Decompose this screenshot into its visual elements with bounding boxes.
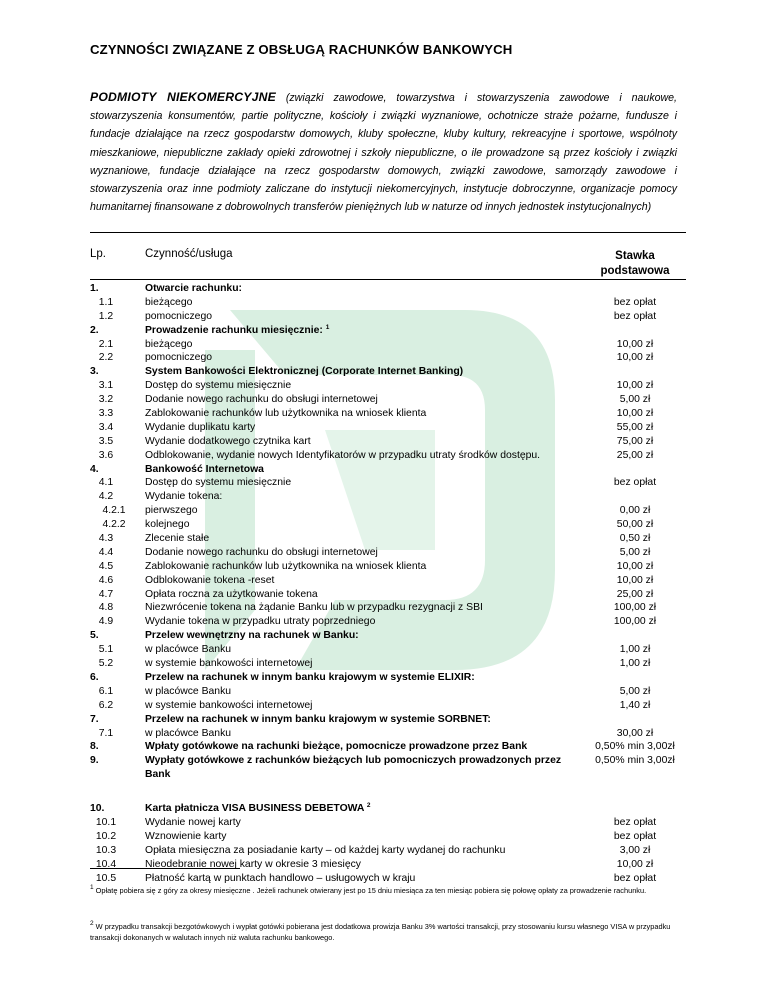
row-label-text: w placówce Banku xyxy=(145,727,232,739)
footnote-1-mark: 1 xyxy=(90,884,94,891)
footnote-ref: 2 xyxy=(366,802,371,810)
row-rate: 10,00 zł xyxy=(616,408,654,420)
table-row xyxy=(0,740,768,754)
table-row xyxy=(0,435,768,449)
row-label xyxy=(145,449,565,463)
row-number: 1.2 xyxy=(98,310,114,322)
row-label-text: Wznowienie karty xyxy=(145,830,227,842)
row-label-text: w placówce Banku xyxy=(145,644,232,656)
row-label xyxy=(145,435,565,449)
row-rate: 10,00 zł xyxy=(616,858,654,870)
row-number: 10.5 xyxy=(95,872,117,884)
row-label-text: Zablokowanie rachunków lub użytkownika na wniosek klienta xyxy=(145,408,427,420)
row-number: 6. xyxy=(90,671,99,683)
table-row xyxy=(0,844,768,858)
row-label-text: kolejnego xyxy=(145,519,190,531)
row-rate: 1,00 zł xyxy=(619,658,651,670)
row-rate: 3,00 zł xyxy=(619,844,651,856)
row-number: 3. xyxy=(90,366,99,378)
row-label xyxy=(145,476,565,490)
row-label xyxy=(145,532,565,546)
row-number: 3.6 xyxy=(98,449,114,461)
row-rate: 10,00 zł xyxy=(616,560,654,572)
table-row xyxy=(0,518,768,532)
row-number: 3.5 xyxy=(98,435,114,447)
table-row xyxy=(0,365,768,379)
table-row xyxy=(0,324,768,338)
row-label-text: Dostęp do systemu miesięcznie xyxy=(145,380,292,392)
table-row xyxy=(0,629,768,643)
table-row xyxy=(0,310,768,324)
row-number: 10.4 xyxy=(95,858,117,870)
table-row xyxy=(0,449,768,463)
row-label xyxy=(145,310,565,324)
row-label xyxy=(145,560,565,574)
row-rate: 5,00 zł xyxy=(619,685,651,697)
header-rate: Stawka podstawowa xyxy=(600,250,670,277)
table-row xyxy=(0,588,768,602)
row-number: 9. xyxy=(90,755,99,767)
row-number: 10. xyxy=(90,803,105,815)
row-label-text: Opłata miesięczna za posiadanie karty – od każdej karty wydanej do rachunku xyxy=(145,844,506,856)
table-row xyxy=(0,601,768,615)
table-row xyxy=(0,463,768,477)
row-rate: 0,50% min 3,00zł xyxy=(595,741,675,753)
row-number: 7. xyxy=(90,713,99,725)
row-label-text: System Bankowości Elektronicznej (Corporate Internet Banking) xyxy=(145,366,464,378)
row-label xyxy=(145,351,565,365)
row-rate: 30,00 zł xyxy=(616,727,654,739)
row-label-text: Wpłaty gotówkowe na rachunki bieżące, pomocnicze prowadzone przez Bank xyxy=(145,741,528,753)
row-number: 10.3 xyxy=(95,844,117,856)
row-label-text: bieżącego xyxy=(145,338,193,350)
row-label xyxy=(145,713,565,727)
row-label-text: Wypłaty gotówkowe z rachunków bieżących lub pomocniczych prowadzonych przez Bank xyxy=(145,755,562,781)
row-number: 4.1 xyxy=(98,477,114,489)
row-label xyxy=(145,615,565,629)
row-label xyxy=(145,699,565,713)
row-rate: 25,00 zł xyxy=(616,588,654,600)
table-row xyxy=(0,560,768,574)
row-number: 3.3 xyxy=(98,408,114,420)
row-label-text: bieżącego xyxy=(145,296,193,308)
table-top-rule xyxy=(90,232,686,233)
row-rate: bez opłat xyxy=(613,477,657,489)
row-label-text: Wydanie duplikatu karty xyxy=(145,421,256,433)
row-rate: bez opłat xyxy=(613,296,657,308)
row-rate: 10,00 zł xyxy=(616,338,654,350)
table-row xyxy=(0,574,768,588)
row-label xyxy=(145,365,565,379)
row-rate: bez opłat xyxy=(613,816,657,828)
table-row xyxy=(0,296,768,310)
row-number: 4.5 xyxy=(98,560,114,572)
row-number: 8. xyxy=(90,741,99,753)
table-row xyxy=(0,816,768,830)
row-label xyxy=(145,546,565,560)
row-number: 10.1 xyxy=(95,816,117,828)
row-rate: 55,00 zł xyxy=(616,421,654,433)
row-number: 4.7 xyxy=(98,588,114,600)
row-number: 2.1 xyxy=(98,338,114,350)
row-number: 4.2.2 xyxy=(102,519,126,531)
table-row xyxy=(0,379,768,393)
row-number: 2.2 xyxy=(98,352,114,364)
row-number: 3.4 xyxy=(98,421,114,433)
row-rate: 0,00 zł xyxy=(619,505,651,517)
row-label xyxy=(145,671,565,685)
row-rate: 10,00 zł xyxy=(616,380,654,392)
row-label xyxy=(145,844,565,858)
row-label-text: Nieodebranie nowej karty w okresie 3 miesięcy xyxy=(145,858,361,870)
row-rate: bez opłat xyxy=(613,872,657,884)
row-rate: 100,00 zł xyxy=(613,602,657,614)
row-rate: 10,00 zł xyxy=(616,574,654,586)
row-label-text: Wydanie nowej karty xyxy=(145,816,241,828)
row-number: 3.2 xyxy=(98,394,114,406)
row-label xyxy=(145,574,565,588)
row-label xyxy=(145,282,565,296)
table-row xyxy=(0,407,768,421)
footnote-2-mark: 2 xyxy=(90,920,94,927)
row-label xyxy=(145,421,565,435)
row-label xyxy=(145,379,565,393)
row-rate: bez opłat xyxy=(613,310,657,322)
row-label xyxy=(145,858,565,872)
row-label-text: Prowadzenie rachunku miesięcznie: xyxy=(145,324,323,336)
row-rate: bez opłat xyxy=(613,830,657,842)
row-label-text: Płatność kartą w punktach handlowo – usługowych w kraju xyxy=(145,872,416,884)
table-row xyxy=(0,754,768,782)
row-label-text: pierwszego xyxy=(145,505,198,517)
row-label xyxy=(145,727,565,741)
intro-paragraph xyxy=(90,88,677,216)
row-number: 1. xyxy=(90,283,99,294)
table-row xyxy=(0,351,768,365)
row-label xyxy=(145,504,565,518)
row-label-text: w systemie bankowości internetowej xyxy=(145,658,313,670)
header-lp: Lp. xyxy=(90,248,106,260)
footnote-2 xyxy=(90,921,690,943)
row-rate: 5,00 zł xyxy=(619,394,651,406)
row-label-text: Zablokowanie rachunków lub użytkownika na wniosek klienta xyxy=(145,560,427,572)
row-label xyxy=(145,740,565,754)
row-label-text: Bankowość Internetowa xyxy=(145,463,264,475)
row-label-text: Przelew na rachunek w innym banku krajowym w systemie ELIXIR: xyxy=(145,671,475,683)
row-label xyxy=(145,601,565,615)
footnote-1 xyxy=(90,885,690,896)
footnote-ref: 1 xyxy=(325,323,330,331)
table-row xyxy=(0,802,768,816)
table-row xyxy=(0,727,768,741)
row-number: 4.3 xyxy=(98,533,114,545)
table-row xyxy=(0,782,768,802)
footnote-2-text: W przypadku transakcji bezgotówkowych i wypłat gotówki pobierana jest dodatkowa prowizja Banku 3% wartości transakcji, przy stosowaniu kursu własnego VISA w przypadku transakcji dokonanych w walutach innych niż waluta rachunku bankowego. xyxy=(90,922,671,942)
row-label-text: Opłata roczna za użytkowanie tokena xyxy=(145,588,318,600)
row-label-text: Karta płatnicza VISA BUSINESS DEBETOWA xyxy=(145,803,365,815)
row-rate: 50,00 zł xyxy=(616,519,654,531)
row-label xyxy=(145,490,565,504)
row-label-text: Odblokowanie tokena -reset xyxy=(145,574,275,586)
row-label-text: Dodanie nowego rachunku do obsługi internetowej xyxy=(145,546,378,558)
row-number: 4. xyxy=(90,463,99,475)
row-number: 5. xyxy=(90,630,99,642)
header-service: Czynność/usługa xyxy=(145,248,233,260)
table-row xyxy=(0,393,768,407)
row-number: 10.2 xyxy=(95,830,117,842)
row-label xyxy=(145,324,565,338)
row-label xyxy=(145,629,565,643)
row-label-text: Wydanie tokena: xyxy=(145,491,223,503)
table-row xyxy=(0,699,768,713)
row-label xyxy=(145,338,565,352)
table-row xyxy=(0,657,768,671)
row-label xyxy=(145,393,565,407)
row-number: 4.6 xyxy=(98,574,114,586)
row-label-text: Dodanie nowego rachunku do obsługi internetowej xyxy=(145,394,378,406)
row-label-text: Otwarcie rachunku: xyxy=(145,283,243,294)
fee-table xyxy=(0,282,768,885)
row-rate: 25,00 zł xyxy=(616,449,654,461)
table-header-rule xyxy=(90,279,686,280)
row-number: 7.1 xyxy=(98,727,114,739)
row-rate: 0,50% min 3,00zł xyxy=(595,755,675,767)
row-number: 2. xyxy=(90,324,99,336)
row-label xyxy=(145,657,565,671)
table-row xyxy=(0,546,768,560)
table-row xyxy=(0,858,768,872)
row-label-text: pomocniczego xyxy=(145,352,213,364)
table-row xyxy=(0,282,768,296)
row-number: 1.1 xyxy=(98,296,114,308)
row-label xyxy=(145,588,565,602)
row-label-text: Wydanie dodatkowego czytnika kart xyxy=(145,435,311,447)
row-number: 3.1 xyxy=(98,380,114,392)
table-row xyxy=(0,490,768,504)
row-number: 5.1 xyxy=(98,644,114,656)
row-label-text: Dostęp do systemu miesięcznie xyxy=(145,477,292,489)
row-label-text: w placówce Banku xyxy=(145,685,232,697)
row-label xyxy=(145,518,565,532)
footnote-separator xyxy=(90,868,240,869)
row-label xyxy=(145,296,565,310)
row-rate: 100,00 zł xyxy=(613,616,657,628)
table-row xyxy=(0,685,768,699)
row-rate: 1,00 zł xyxy=(619,644,651,656)
table-row xyxy=(0,615,768,629)
table-row xyxy=(0,338,768,352)
table-row xyxy=(0,476,768,490)
table-row xyxy=(0,504,768,518)
row-number: 4.2.1 xyxy=(102,505,126,517)
table-row xyxy=(0,532,768,546)
table-row xyxy=(0,713,768,727)
row-label-text: Przelew wewnętrzny na rachunek w Banku: xyxy=(145,630,359,642)
row-label xyxy=(145,816,565,830)
row-label xyxy=(145,872,565,886)
row-rate: 75,00 zł xyxy=(616,435,654,447)
intro-lead: PODMIOTY NIEKOMERCYJNE xyxy=(90,90,276,104)
row-number: 4.2 xyxy=(98,491,114,503)
row-label xyxy=(145,754,570,782)
row-number: 4.4 xyxy=(98,546,114,558)
row-number: 6.2 xyxy=(98,699,114,711)
row-label-text: pomocniczego xyxy=(145,310,213,322)
row-label xyxy=(145,802,565,816)
table-row xyxy=(0,872,768,886)
row-number: 4.8 xyxy=(98,602,114,614)
footnote-1-text: Opłatę pobiera się z góry za okresy miesięczne . Jeżeli rachunek otwierany jest po 15 dniu miesiąca za ten miesiąc pobiera się połowę opłaty za prowadzenie rachunku. xyxy=(93,886,647,895)
row-label-text: Wydanie tokena w przypadku utraty poprzedniego xyxy=(145,616,376,628)
row-label xyxy=(145,643,565,657)
row-number: 4.9 xyxy=(98,616,114,628)
row-label-text: Zlecenie stałe xyxy=(145,533,210,545)
table-row xyxy=(0,421,768,435)
row-number: 5.2 xyxy=(98,658,114,670)
page-title: CZYNNOŚCI ZWIĄZANE Z OBSŁUGĄ RACHUNKÓW BANKOWYCH xyxy=(90,42,513,57)
row-rate: 0,50 zł xyxy=(619,533,651,545)
row-rate: 10,00 zł xyxy=(616,352,654,364)
table-row xyxy=(0,671,768,685)
row-rate: 1,40 zł xyxy=(619,699,651,711)
intro-text: (związki zawodowe, towarzystwa i stowarzyszenia zawodowe i naukowe, stowarzyszenia konsumentów, partie polityczne, kościoły i związki wyznaniowe, ochotnicze straże pożarne, fundusze i fundacje działające na rzecz gospodarstw domowych, kluby społeczne, kluby kultury, rekreacyjne i sportowe, wspólnoty mieszkaniowe, niepubliczne zakłady opieki zdrowotnej i szkoły niepubliczne, o ile prowadzone są przez kościoły i związki wyznaniowe, fundacje działające na rzecz gospodarstw domowych, związki zawodowe, samorządy zawodowe i stowarzyszenia oraz inne podmioty zaliczane do instytucji niekomercyjnych, instytucje dobroczynne, organizacje pomocy humanitarnej finansowane z dobrowolnych transferów pieniężnych lub w naturze od innych jednostek instytucjonalnych) xyxy=(90,92,677,214)
row-label-text: Przelew na rachunek w innym banku krajowym w systemie SORBNET: xyxy=(145,713,491,725)
row-number: 6.1 xyxy=(98,685,114,697)
row-label-text: Odblokowanie, wydanie nowych Identyfikatorów w przypadku utraty środków dostępu. xyxy=(145,449,541,461)
row-label xyxy=(145,407,565,421)
row-label-text: w systemie bankowości internetowej xyxy=(145,699,313,711)
table-row xyxy=(0,830,768,844)
row-label xyxy=(145,463,565,477)
row-label xyxy=(145,685,565,699)
row-label-text: Niezwrócenie tokena na żądanie Banku lub w przypadku rezygnacji z SBI xyxy=(145,602,483,614)
row-rate: 5,00 zł xyxy=(619,546,651,558)
row-label xyxy=(145,830,565,844)
table-row xyxy=(0,643,768,657)
